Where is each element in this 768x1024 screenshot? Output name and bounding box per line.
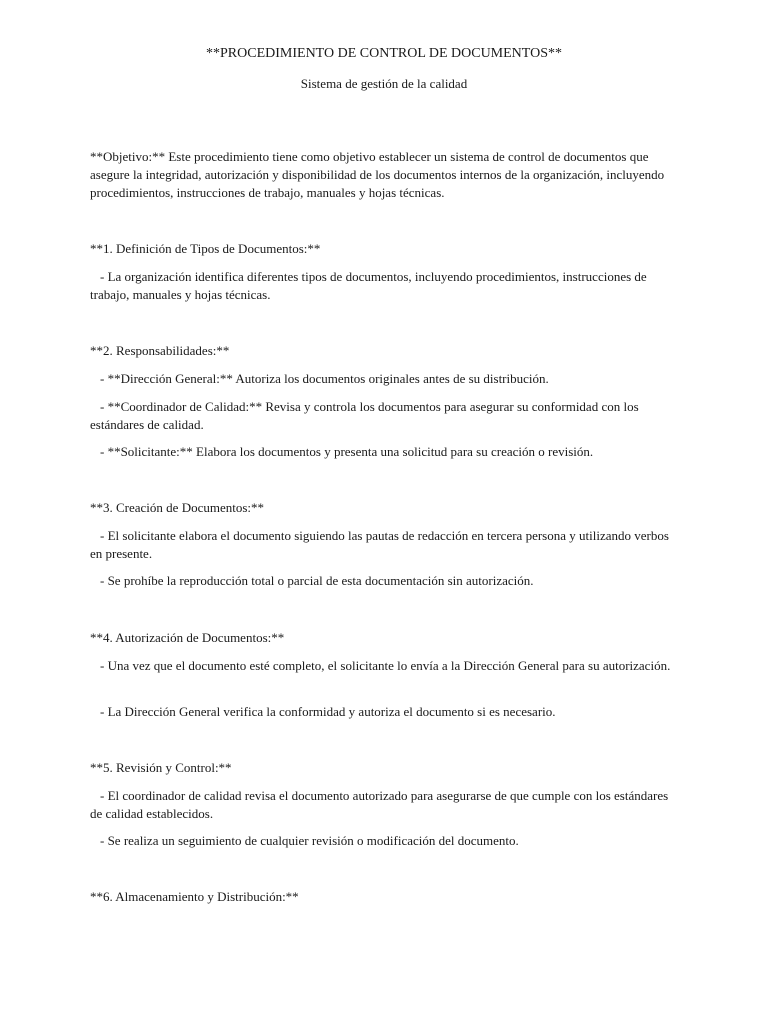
section-4-item-2: - La Dirección General verifica la conformidad y autoriza el documento si es necesario.	[100, 704, 556, 719]
section-3-item-1: - El solicitante elabora el documento siguiendo las pautas de redacción en tercera persona y utilizando verbos en presente.	[90, 528, 669, 561]
section-heading-1: **1. Definición de Tipos de Documentos:**	[90, 241, 321, 256]
section-heading-4: **4. Autorización de Documentos:**	[90, 630, 285, 645]
document-title: **PROCEDIMIENTO DE CONTROL DE DOCUMENTOS**	[206, 46, 562, 61]
objective-paragraph: **Objetivo:** Este procedimiento tiene como objetivo establecer un sistema de control de documentos que asegure la integridad, autorización y disponibilidad de los documentos internos de la organización, incluyendo procedimientos, instrucciones de trabajo, manuales y hojas técnicas.	[90, 149, 665, 200]
section-5-item-1: - El coordinador de calidad revisa el documento autorizado para asegurarse de que cumple con los estándares de calidad establecidos.	[90, 788, 669, 821]
section-1-item-1: - La organización identifica diferentes tipos de documentos, incluyendo procedimientos, instrucciones de trabajo, manuales y hojas técnicas.	[90, 269, 647, 302]
section-3-item-2: - Se prohíbe la reproducción total o parcial de esta documentación sin autorización.	[100, 573, 534, 588]
section-heading-5: **5. Revisión y Control:**	[90, 760, 232, 775]
document-page	[90, 0, 680, 1024]
section-heading-6: **6. Almacenamiento y Distribución:**	[90, 889, 299, 904]
section-4-item-1: - Una vez que el documento esté completo, el solicitante lo envía a la Dirección General para su autorización.	[100, 658, 671, 673]
section-heading-3: **3. Creación de Documentos:**	[90, 500, 265, 515]
document-subtitle: Sistema de gestión de la calidad	[300, 76, 468, 91]
section-heading-2: **2. Responsabilidades:**	[90, 343, 230, 358]
section-2-item-1: - **Dirección General:** Autoriza los documentos originales antes de su distribución.	[100, 371, 549, 386]
section-2-item-2: - **Coordinador de Calidad:** Revisa y controla los documentos para asegurar su conformidad con los estándares de calidad.	[90, 399, 639, 432]
section-2-item-3: - **Solicitante:** Elabora los documentos y presenta una solicitud para su creación o revisión.	[100, 444, 594, 459]
section-5-item-2: - Se realiza un seguimiento de cualquier revisión o modificación del documento.	[100, 833, 519, 848]
